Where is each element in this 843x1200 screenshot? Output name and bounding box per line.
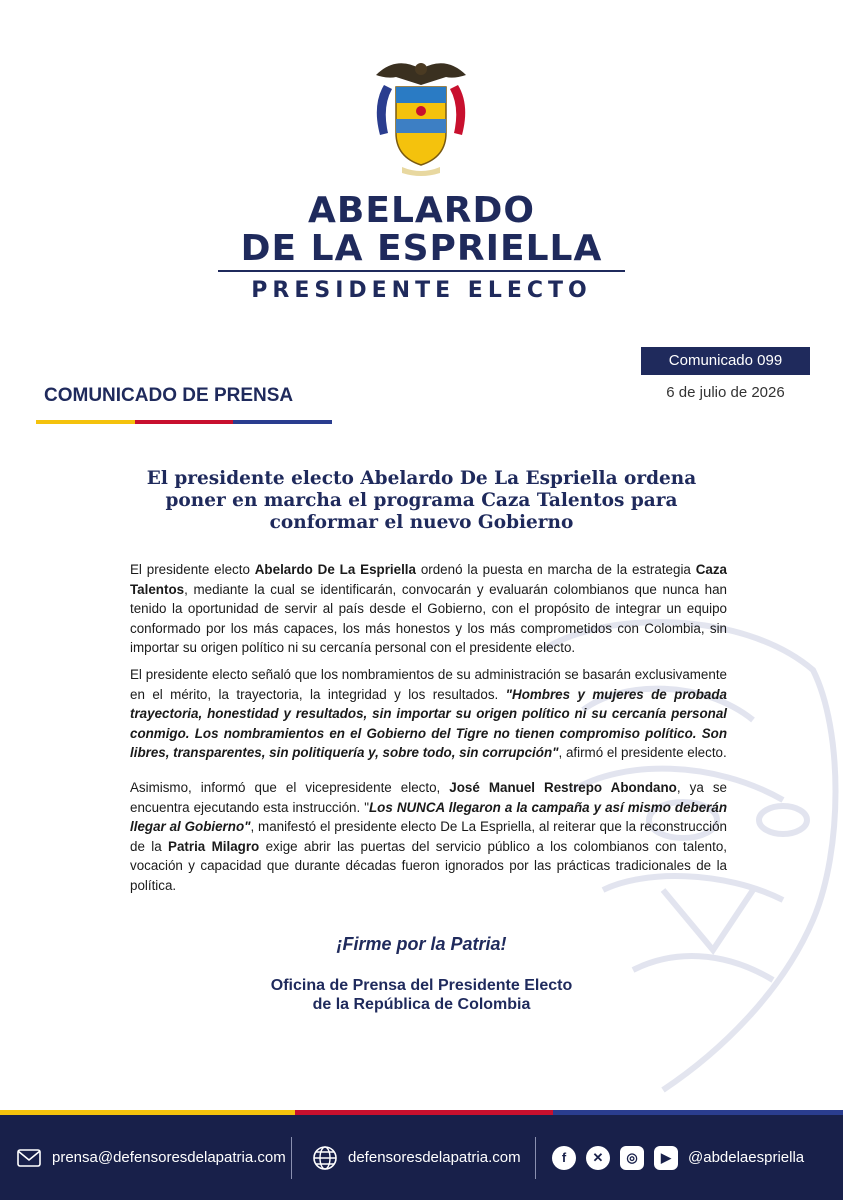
patria-highlight: Patria Milagro: [168, 838, 260, 854]
vp-name-highlight: José Manuel Restrepo Abondano: [449, 780, 677, 795]
office-line-1: Oficina de Prensa del Presidente Electo: [270, 977, 573, 994]
footer-social: [552, 1115, 804, 1200]
bulletin-number-badge: Comunicado 099: [641, 347, 810, 375]
body-paragraph-3: Asimismo, informó que el vicepresidente electo, José Manuel Restrepo Abondano, ya se encuentra ejecutando esta instrucción. "Los NUNCA llegaron a la campaña y así mismo deberán llegar al Gobierno", manifestó el presidente electo De La Espriella, al reiterar que la reconstrucción de la Patria Milagro exige abrir las puertas del servicio público a los colombianos con talento, vocación y capacidad que durante décadas fueron ignorados por las prácticas tradicionales de la política.: [130, 780, 728, 893]
footer-separator: [535, 1137, 536, 1179]
instagram-icon[interactable]: ◎: [620, 1146, 644, 1170]
tricolor-rule: [36, 420, 332, 424]
quote-highlight: Los NUNCA llegaron a la campaña y así mismo deberán llegar al Gobierno": [130, 799, 728, 834]
social-handle[interactable]: @abdelaespriella: [688, 1149, 805, 1166]
brand-name-line2: DE LA ESPRIELLA: [240, 228, 603, 269]
brand-divider: [218, 270, 625, 272]
bulletin-date: 6 de julio de 2026: [666, 384, 785, 401]
footer-email[interactable]: [16, 1115, 286, 1200]
motto: ¡Firme por la Patria!: [336, 934, 507, 954]
quote-highlight: "Hombres y mujeres de probada trayectoria, honestidad y resultados, sin importar su origen político ni su cercanía personal conmigo. Los nombramientos en el Gobierno del Tigre no tienen compromiso político. Son libres, transparentes, sin politiquería y, sobre todo, sin corrupción": [130, 686, 728, 760]
footer-bar: [0, 1115, 843, 1200]
press-release-label: COMUNICADO DE PRENSA: [44, 385, 294, 406]
coat-of-arms-logo: [366, 55, 476, 177]
brand-subtitle: PRESIDENTE ELECTO: [251, 278, 592, 303]
email-text: prensa@defensoresdelapatria.com: [52, 1149, 286, 1166]
youtube-icon[interactable]: ▶: [654, 1146, 678, 1170]
x-icon[interactable]: ✕: [586, 1146, 610, 1170]
headline: El presidente electo Abelardo De La Espriella ordena poner en marcha el programa Caza Talentos para conformar el nuevo Gobierno: [146, 468, 697, 533]
body-paragraph-2: El presidente electo señaló que los nombramientos de su administración se basarán exclusivamente en el mérito, la trayectoria, la integridad y los resultados. "Hombres y mujeres de probada trayectoria, honestidad y resultados, sin importar su origen político ni su cercanía personal conmigo. Los nombramientos en el Gobierno del Tigre no tienen compromiso político. Son libres, transparentes, sin politiquería y, sobre todo, sin corrupción", afirmó el presidente electo.: [130, 667, 728, 760]
office-line-2: de la República de Colombia: [312, 996, 531, 1013]
footer-separator: [291, 1137, 292, 1179]
footer-website[interactable]: [312, 1115, 521, 1200]
globe-icon: [312, 1145, 338, 1171]
brand-name-line1: ABELARDO: [308, 190, 535, 231]
facebook-icon[interactable]: f: [552, 1146, 576, 1170]
program-highlight: Caza Talentos: [130, 562, 727, 597]
email-icon: [16, 1145, 42, 1171]
website-text: defensoresdelapatria.com: [348, 1149, 521, 1166]
body-paragraph-1: El presidente electo Abelardo De La Espriella ordenó la puesta en marcha de la estrategia Caza Talentos, mediante la cual se identificarán, convocarán y evaluarán colombianos que nunca han tenido la oportunidad de servir al país desde el Gobierno, con el propósito de integrar un equipo conformado por los más capaces, los más honestos y los más comprometidos con Colombia, sin importar su origen político ni su cercanía personal con el presidente electo.: [130, 562, 727, 655]
name-highlight: Abelardo De La Espriella: [254, 562, 416, 577]
